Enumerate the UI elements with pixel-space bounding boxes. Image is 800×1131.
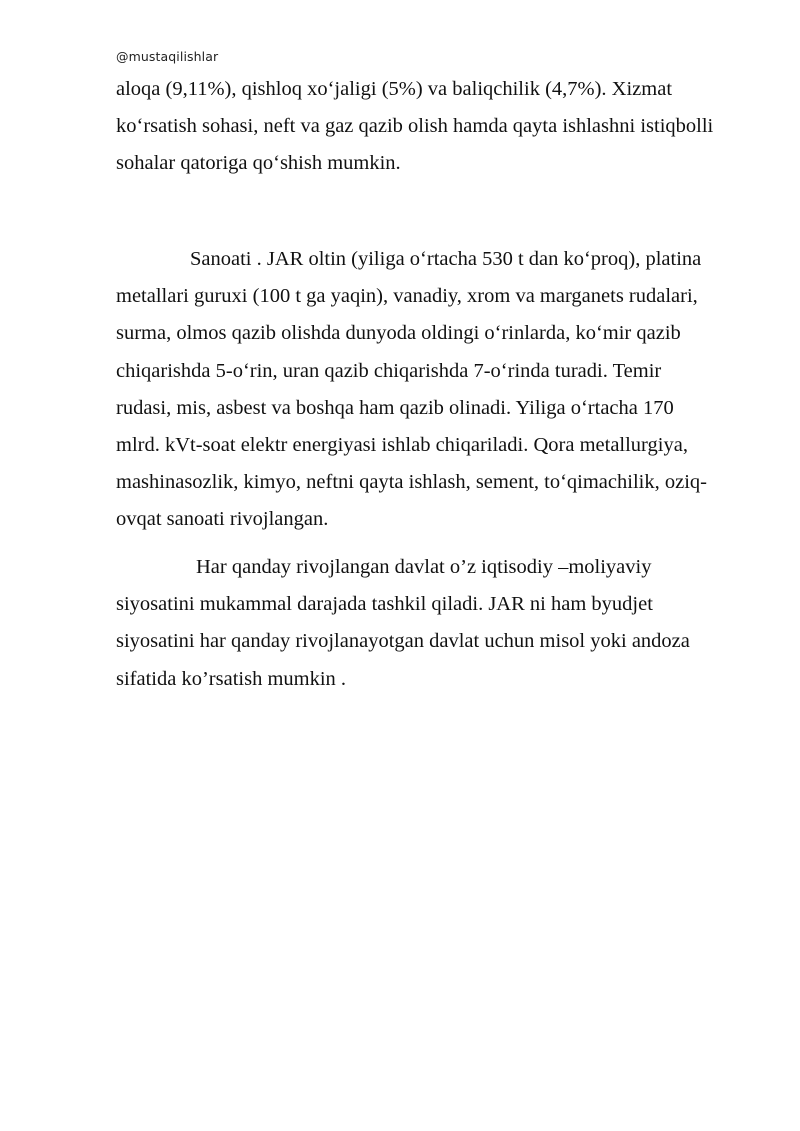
text-line: sohalar qatoriga qo‘shish mumkin.	[116, 152, 401, 175]
text-line: sifatida ko’rsatish mumkin .	[116, 667, 347, 690]
text-line: rudasi, mis, asbest va boshqa ham qazib olinadi. Yiliga o‘rtacha 170	[116, 396, 674, 419]
text-line: ovqat sanoati rivojlangan.	[116, 508, 329, 531]
watermark-handle: @mustaqilishlar	[116, 49, 219, 64]
text-line: ko‘rsatish sohasi, neft va gaz qazib olish hamda qayta ishlashni istiqbolli	[116, 115, 714, 138]
text-line: siyosatini har qanday rivojlanayotgan davlat uchun misol yoki andoza	[116, 630, 690, 653]
text-line: chiqarishda 5-o‘rin, uran qazib chiqarishda 7-o‘rinda turadi. Temir	[116, 359, 662, 382]
text-line: aloqa (9,11%), qishloq xo‘jaligi (5%) va baliqchilik (4,7%). Xizmat	[116, 78, 673, 100]
text-line: mashinasozlik, kimyo, neftni qayta ishlash, sement, to‘qimachilik, oziq-	[116, 471, 707, 494]
text-line: metallari guruxi (100 t ga yaqin), vanadiy, xrom va marganets rudalari,	[116, 285, 698, 308]
paragraph-3	[116, 549, 744, 698]
text-line: Har qanday rivojlangan davlat o’z iqtisodiy –moliyaviy	[196, 556, 652, 578]
text-line: Sanoati . JAR oltin (yiliga o‘rtacha 530 t dan ko‘proq), platina	[190, 248, 702, 270]
text-line: mlrd. kVt-soat elektr energiyasi ishlab chiqariladi. Qora metallurgiya,	[116, 434, 688, 457]
paragraph-2	[116, 241, 744, 539]
text-line: surma, olmos qazib olishda dunyoda oldingi o‘rinlarda, ko‘mir qazib	[116, 322, 681, 345]
paragraph-1	[116, 71, 744, 183]
text-line: siyosatini mukammal darajada tashkil qiladi. JAR ni ham byudjet	[116, 593, 653, 616]
